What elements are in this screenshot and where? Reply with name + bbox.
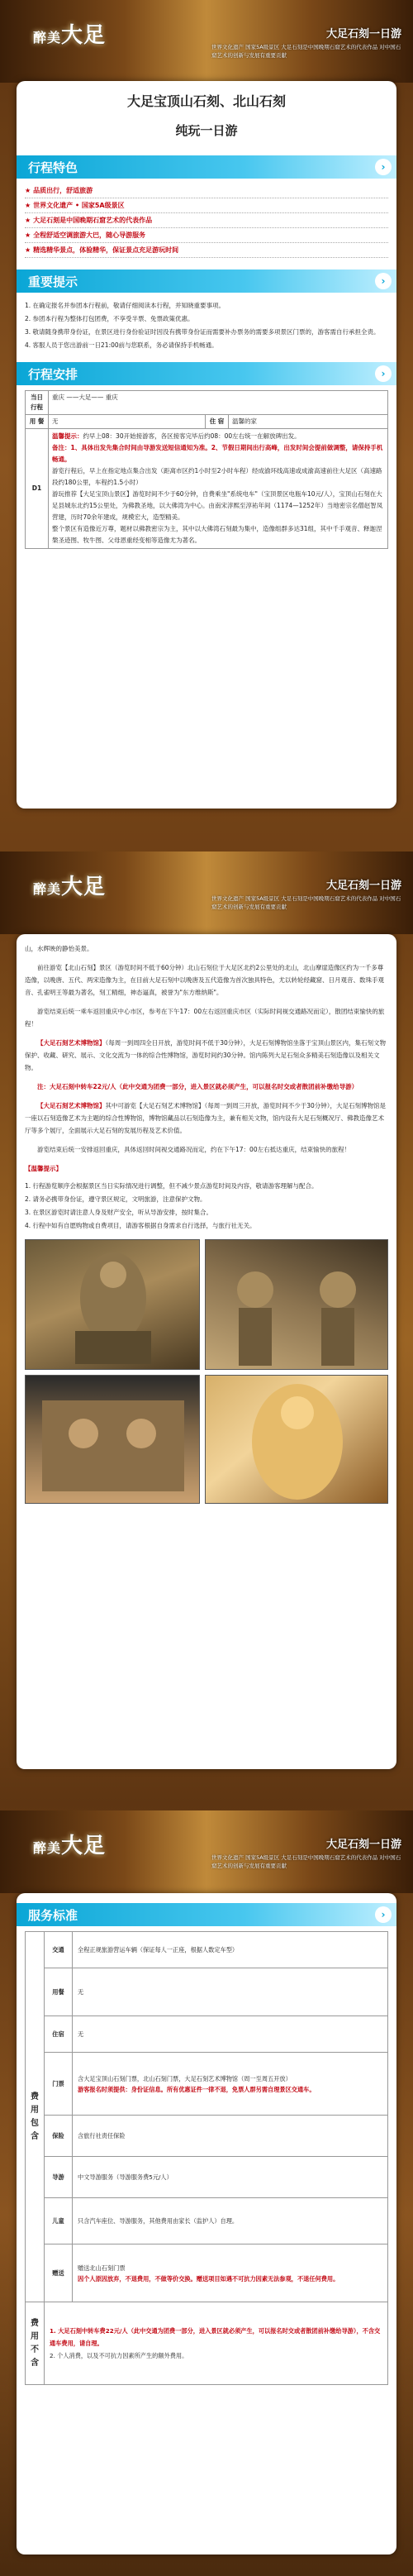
star-icon: ★ <box>25 246 31 254</box>
banner-header-2 <box>0 852 413 934</box>
tip-item: 4. 客服人员于您出游前一日21:00前与您联系，务必请保持手机畅通。 <box>25 341 218 349</box>
tip-item: 2. 参团本行程为整体打包团费，不享受半票、免票政策优惠。 <box>25 315 194 322</box>
paragraph: 【大足石刻艺术博物馆】（每周一到周四全日开放，游览时间不低于30分钟），大足石刻博物馆坐落于宝顶山景区内，集石刻文物保护、收藏、研究、展示、文化交流为一体的综合性博物馆，游览时间约30分钟。馆内陈列大足石刻众多精美石刻造像以及相关文物。 <box>25 1039 387 1071</box>
section-header-tips: 重要提示 › <box>17 270 396 293</box>
carving-wall-photo <box>25 1375 200 1504</box>
banner-subtitle: 世界文化遗产 国家5A级景区 大足石刻是中国晚期石窟艺术的代表作品 对中国石窟艺术的创新与发展有重要贡献 <box>211 1854 401 1869</box>
service-value: 无 <box>73 2016 388 2053</box>
service-table <box>25 1931 388 2385</box>
banner-header-3 <box>0 1810 413 1893</box>
excluded-list: 1. 大足石刻中转车费22元/人（此中交通为团费一部分，进入景区就必须产生，可以报名时交或者散团前补缴给导游），不含交通车费用，请自理。 2. 个人消费，以及不可抗力因素所产生的额外费用。 <box>45 2302 388 2385</box>
itinerary-sheet-continued <box>17 934 396 1769</box>
page-title: 大足宝顶山石刻、北山石刻 <box>126 93 286 109</box>
photo-collage <box>25 1239 388 1504</box>
banner-subtitle: 世界文化遗产 国家5A级景区 大足石刻是中国晚期石窟艺术的代表作品 对中国石窟艺术的创新与发展有重要贡献 <box>211 44 401 59</box>
buddha-statues-photo <box>205 1239 388 1370</box>
meal-label: 用 餐 <box>26 415 49 429</box>
warm-tip: 4. 行程中如有自愿购物或自费项目，请游客根据自身需求自行选择，与旅行社无关。 <box>25 1222 256 1229</box>
brand-logo: 醉美大足 <box>33 23 107 48</box>
paragraph: 游览结束后统一乘车返回重庆中心市区，参考在下午17：00左右返回重庆市区（实际时间视交通路况而定），散团结束愉快的旅程！ <box>25 1008 385 1028</box>
service-value: 中文导游服务（导游服务费5元/人） <box>73 2157 388 2198</box>
service-key: 赠送 <box>45 2244 73 2302</box>
feature-item: ★ 大足石刻是中国晚期石窟艺术的代表作品 <box>25 213 388 228</box>
features-list <box>17 184 396 258</box>
star-icon: ★ <box>25 187 31 194</box>
feature-item: ★ 世界文化遗产 • 国家5A级景区 <box>25 198 388 213</box>
service-key: 用餐 <box>45 1968 73 2016</box>
service-key: 儿童 <box>45 2198 73 2244</box>
group-label-included: 费用包含 <box>26 1932 45 2302</box>
arrow-right-icon: › <box>375 273 392 289</box>
banner-header-1 <box>0 0 413 83</box>
warm-tips-title: 【温馨提示】 <box>25 1165 62 1172</box>
star-icon: ★ <box>25 231 31 239</box>
paragraph: 游览结束后统一安排返回重庆，具体返回时间视交通路况而定，约在下午17：00左右抵达重庆，结束愉快的旅程！ <box>37 1146 351 1153</box>
golden-statue-photo <box>205 1375 388 1504</box>
tips-list <box>17 298 396 354</box>
group-label-excluded: 费用不含 <box>26 2302 45 2385</box>
paragraph: 前往游览【北山石刻】景区（游览时间不低于60分钟）北山石刻位于大足区北约2公里处的北山，北山摩崖造像区约为一千多尊造像，以晚唐、五代、两宋造像为主，在目前大足石刻中以晚唐及五代造像为首次独具特色，尤以转轮经藏窟、日月观音、数珠手观音、孔雀明王等最为著名，刻工精细，神态逼真，被誉为"东方维纳斯"。 <box>25 964 384 996</box>
banner-title: 大足石刻一日游 <box>325 880 401 892</box>
stay-label: 住 宿 <box>206 415 229 429</box>
route-cell: 重庆 ——大足—— 重庆 <box>49 391 388 415</box>
service-value: 只含汽车座位、导游服务，其他费用由家长（监护人）自理。 <box>73 2198 388 2244</box>
service-sheet <box>17 1893 396 2555</box>
day-description: 温馨提示：约早上08：30开始接游客，各区接客完毕后约08：00左右统一在解放碑出发。 备注：1、具体出发先集合时间由导游发送短信通知为准。2、节假日期间出行高峰，出发时间会提前做调整，请保持手机畅通。 游览行程后，早上在指定地点集合出发（距离市区约1小时至2小时车程）经成渝环线高速或成渝高速前往大足区（高速路段约180公里，车程约1.5小时） 游玩推荐【大足宝顶山景区】游览时间不少于60分钟，自费乘坐"系统电车"（宝顶景区电瓶车10元/人），宝顶山石刻在大足县城东北约15公里处，为佛教圣地，以大佛湾为中心。由南宋淳熙至淳祐年间（1174—1252年）当地密宗名僧赵智凤营建，历时70余年建成，规模宏大，造型精美。 整个景区有造像近万尊，题材以佛教密宗为主，其中以大佛湾石刻最为集中，造像组群多达31组，其中千手观音、释迦涅槃圣迹图、牧牛图、父母恩重经变相等造像尤为著名。 <box>49 429 388 549</box>
section-header-features: 行程特色 › <box>17 155 396 179</box>
service-value: 赠送北山石刻门票 因个人原因放弃，不退费用，不做等价交换。赠送项目如遇不可抗力因素无法参观，不退任何费用。 <box>73 2244 388 2302</box>
stone-carving-photo <box>25 1239 200 1370</box>
feature-item: ★ 品质出行，舒适旅游 <box>25 184 388 198</box>
paragraph: 【大足石刻艺术博物馆】其中可游览【大足石刻艺术博物馆】（每周一到周三开放，游览时间不少于30分钟），大足石刻博物馆是一座以石刻造像艺术为主题的综合性博物馆，博物馆藏品以石刻造像为主，兼有相关文物，馆内设有大足石刻概况厅、佛教造像艺术厅等多个展厅，全面展示大足石刻的发展历程及艺术价值。 <box>25 1102 387 1134</box>
service-value: 含大足宝顶山石刻门票，北山石刻门票，大足石刻艺术博物馆（周一至周五开放） 游客报名时须提供：身份证信息。所有优惠证件一律不退，免票人群另需自理景区交通车。 <box>73 2053 388 2116</box>
feature-item: ★ 精选精华景点，体验精华，保证景点充足游玩时间 <box>25 243 388 258</box>
service-value: 含旅行社责任保险 <box>73 2116 388 2157</box>
cell-label: 当日行程 <box>26 391 49 415</box>
notice-text: 注：大足石刻中转车22元/人（此中交通为团费一部分，进入景区就必须产生，可以报名时交或者散团前补缴给导游） <box>37 1083 358 1090</box>
service-value: 无 <box>73 1968 388 2016</box>
banner-subtitle: 世界文化遗产 国家5A级景区 大足石刻是中国晚期石窟艺术的代表作品 对中国石窟艺术的创新与发展有重要贡献 <box>211 895 401 910</box>
arrow-right-icon: › <box>375 159 392 175</box>
page-subtitle: 纯玩一日游 <box>175 123 238 138</box>
service-key: 住宿 <box>45 2016 73 2053</box>
star-icon: ★ <box>25 217 31 224</box>
brand-logo: 醉美大足 <box>33 1834 107 1858</box>
service-value: 全程正规旅游营运车辆（保证每人一正座，根据人数定车型） <box>73 1932 388 1968</box>
warm-tip: 1. 行程游览顺序会根据景区当日实际情况进行调整，但不减少景点游览时间及内容，敬请游客理解与配合。 <box>25 1182 318 1190</box>
feature-item: ★ 全程舒适空调旅游大巴，随心导游服务 <box>25 228 388 243</box>
star-icon: ★ <box>25 202 31 209</box>
itinerary-sheet <box>17 81 396 809</box>
service-key: 保险 <box>45 2116 73 2157</box>
banner-title: 大足石刻一日游 <box>325 28 401 41</box>
meal-value: 无 <box>49 415 206 429</box>
service-key: 门票 <box>45 2053 73 2116</box>
stay-value: 温馨的家 <box>229 415 388 429</box>
arrow-right-icon: › <box>375 365 392 382</box>
banner-title: 大足石刻一日游 <box>325 1839 401 1851</box>
brand-logo: 醉美大足 <box>33 875 107 899</box>
warm-tips-list <box>17 1178 396 1234</box>
service-key: 交通 <box>45 1932 73 1968</box>
schedule-table <box>25 390 388 549</box>
section-header-schedule: 行程安排 › <box>17 362 396 385</box>
service-key: 导游 <box>45 2157 73 2198</box>
warm-tip: 3. 在景区游览时请注意人身及财产安全，听从导游安排，按时集合。 <box>25 1209 213 1216</box>
section-header-service: 服务标准 › <box>17 1903 396 1926</box>
day-label: D1 <box>26 429 49 549</box>
paragraph: 山，水辉映的静怡美景。 <box>25 945 93 952</box>
tip-item: 1. 在确定报名并参团本行程前，敬请仔细阅读本行程，并知晓重要事项。 <box>25 302 225 309</box>
tip-item: 3. 敬请随身携带身份证，在景区进行身份验证时因没有携带身份证而需要补办票务的需要多项景区门票的，游客需自行承担全责。 <box>25 328 380 336</box>
arrow-right-icon: › <box>375 1906 392 1923</box>
warm-tip: 2. 请务必携带身份证，遵守景区规定，文明旅游，注意保护文物。 <box>25 1195 206 1203</box>
